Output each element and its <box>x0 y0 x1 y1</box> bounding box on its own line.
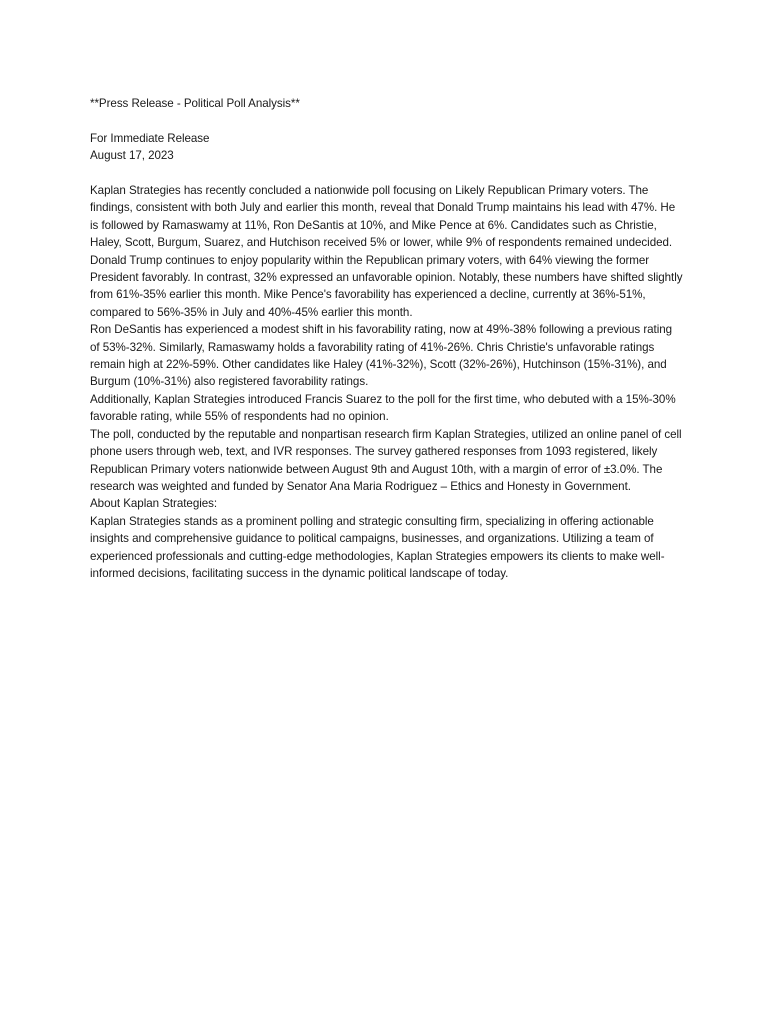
paragraph-poll-results: Kaplan Strategies has recently concluded a nationwide poll focusing on Likely Republican Primary voters. The findings, consistent with both July and earlier this month, reveal that Donald Trump maintains his lead with 47%. He is followed by Ramaswamy at 11%, Ron DeSantis at 10%, and Mike Pence at 6%. Candidates such as Christie, Haley, Scott, Burgum, Suarez, and Hutchison received 5% or lower, while 9% of respondents remained undecided. <box>90 184 676 250</box>
document-heading: **Press Release - Political Poll Analysis** <box>90 97 300 110</box>
paragraph-trump-favorability: Donald Trump continues to enjoy popularity within the Republican primary voters, with 64% viewing the former President favorably. In contrast, 32% expressed an unfavorable opinion. Notably, these numbers have shifted slightly from 61%-35% earlier this month. Mike Pence's favorability has experienced a decline, currently at 36%-51%, compared to 56%-35% in July and 40%-45% earlier this month. <box>90 253 683 319</box>
document-page <box>90 95 684 582</box>
paragraph-methodology: The poll, conducted by the reputable and nonpartisan research firm Kaplan Strategies, utilized an online panel of cell phone users through web, text, and IVR responses. The survey gathered responses from 1093 registered, likely Republican Primary voters nationwide between August 9th and August 10th, with a margin of error of ±3.0%. The research was weighted and funded by Senator Ana Maria Rodriguez – Ethics and Honesty in Government. <box>90 427 682 493</box>
about-text: Kaplan Strategies stands as a prominent polling and strategic consulting firm, specializing in offering actionable insights and comprehensive guidance to political campaigns, businesses, and organizations. Utilizing a team of experienced professionals and cutting-edge methodologies, Kaplan Strategies empowers its clients to make well-informed decisions, facilitating success in the dynamic political landscape of today. <box>90 514 665 580</box>
release-date: August 17, 2023 <box>90 149 174 163</box>
spacer <box>90 165 684 182</box>
spacer <box>90 112 684 129</box>
about-heading: About Kaplan Strategies: <box>90 497 218 511</box>
paragraph-suarez: Additionally, Kaplan Strategies introduced Francis Suarez to the poll for the first time, who debuted with a 15%-30% favorable rating, while 55% of respondents had no opinion. <box>90 392 676 424</box>
paragraph-desantis-favorability: Ron DeSantis has experienced a modest shift in his favorability rating, now at 49%-38% following a previous rating of 53%-32%. Similarly, Ramaswamy holds a favorability rating of 41%-26%. Chris Christie's unfavorable ratings remain high at 22%-59%. Other candidates like Haley (41%-32%), Scott (32%-26%), Hutchinson (15%-31%), and Burgum (10%-31%) also registered favorability ratings. <box>90 323 673 389</box>
release-label: For Immediate Release <box>90 131 210 145</box>
